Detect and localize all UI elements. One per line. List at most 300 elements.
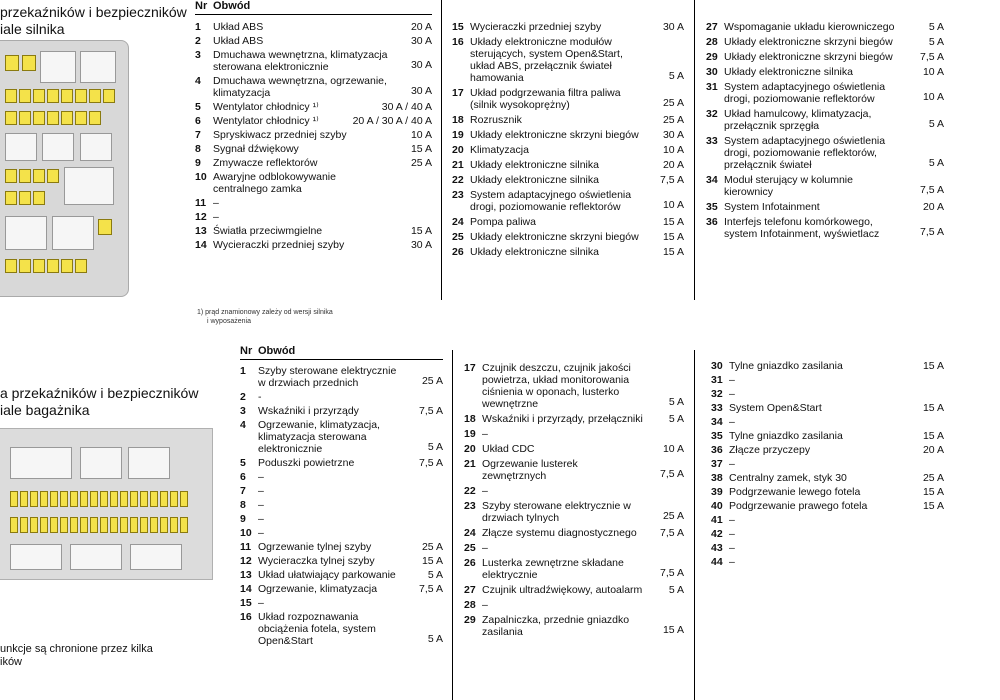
fuse-number: 7 bbox=[195, 129, 201, 141]
fuse-number: 33 bbox=[711, 402, 723, 414]
fuse-row bbox=[711, 373, 944, 387]
trunk-caption-line2: iale bagażnika bbox=[0, 402, 90, 418]
fuse-amperage: 7,5 A bbox=[920, 184, 944, 196]
fuse-description: Zapalniczka, przednie gniazdko zasilania bbox=[482, 614, 630, 638]
fuse-number: 40 bbox=[711, 500, 723, 512]
fuse-number: 26 bbox=[464, 557, 476, 569]
fuse-row bbox=[711, 457, 944, 471]
fuse-amperage: 25 A bbox=[662, 510, 684, 522]
fuse-number: 42 bbox=[711, 528, 723, 540]
fuse-row bbox=[464, 499, 684, 525]
engine-caption-line2: iale silnika bbox=[0, 21, 65, 37]
fuse-description: System adaptacyjnego oświetlenia drogi, poziomowanie reflektorów bbox=[724, 81, 886, 105]
fuse-row bbox=[706, 173, 944, 199]
fuse-row bbox=[195, 34, 432, 48]
fuse-row bbox=[706, 200, 944, 214]
fuse-amperage: 25 A bbox=[662, 114, 684, 126]
fuse-row bbox=[706, 50, 944, 64]
fuse-row bbox=[452, 113, 684, 127]
fuse-amperage: 5 A bbox=[668, 396, 684, 408]
fuse-description: Interfejs telefonu komórkowego, system Infotainment, wyświetlacz bbox=[724, 216, 880, 240]
fuse-row bbox=[452, 230, 684, 244]
fuse-amperage: 7,5 A bbox=[660, 527, 684, 539]
fuse-description: Rozrusznik bbox=[470, 114, 522, 126]
fuse-amperage: 7,5 A bbox=[920, 226, 944, 238]
fuse-row bbox=[452, 20, 684, 34]
fuse-amperage: 5 A bbox=[668, 413, 684, 425]
fuse-row bbox=[240, 610, 443, 648]
fuse-description: – bbox=[729, 458, 735, 470]
fuse-description: Wskaźniki i przyrządy, przełączniki bbox=[482, 413, 643, 425]
fuse-number: 9 bbox=[240, 513, 246, 525]
engine-table-col1 bbox=[195, 0, 432, 252]
fuse-amperage: 15 A bbox=[922, 402, 944, 414]
fuse-amperage: 30 A bbox=[662, 129, 684, 141]
fuse-number: 16 bbox=[240, 611, 252, 623]
fuse-row bbox=[452, 245, 684, 259]
fuse-amperage: 15 A bbox=[421, 555, 443, 567]
fuse-number: 30 bbox=[711, 360, 723, 372]
fuse-description: Wycieraczka tylnej szyby bbox=[258, 555, 375, 567]
fuse-description: Układ ABS bbox=[213, 21, 264, 33]
fuse-amperage: 30 A bbox=[410, 85, 432, 97]
fuse-number: 25 bbox=[464, 542, 476, 554]
fuse-row bbox=[452, 86, 684, 112]
fuse-row bbox=[711, 485, 944, 499]
fuse-row bbox=[195, 196, 432, 210]
fuse-number: 5 bbox=[240, 457, 246, 469]
fuse-number: 28 bbox=[464, 599, 476, 611]
trunk-note bbox=[0, 643, 153, 669]
fuse-number: 29 bbox=[464, 614, 476, 626]
fuse-row bbox=[711, 443, 944, 457]
fuse-description: Lusterka zewnętrzne składane elektrycznie bbox=[482, 557, 624, 581]
fuse-number: 27 bbox=[464, 584, 476, 596]
fuse-description: – bbox=[213, 197, 219, 209]
fuse-description: – bbox=[482, 428, 488, 440]
fuse-row bbox=[464, 412, 684, 426]
fuse-number: 16 bbox=[452, 36, 464, 48]
fuse-number: 22 bbox=[452, 174, 464, 186]
fuse-row bbox=[711, 513, 944, 527]
fuse-description: Tylne gniazdko zasilania bbox=[729, 360, 843, 372]
fuse-number: 9 bbox=[195, 157, 201, 169]
fuse-description: Złącze systemu diagnostycznego bbox=[482, 527, 637, 539]
fuse-description: Układ rozpoznawania obciążenia fotela, system Open&Start bbox=[258, 611, 376, 647]
fuse-amperage: 20 A / 30 A / 40 A bbox=[352, 115, 432, 127]
header-nr: Nr bbox=[240, 345, 253, 357]
fuse-number: 34 bbox=[706, 174, 718, 186]
fuse-number: 23 bbox=[464, 500, 476, 512]
fuse-amperage: 5 A bbox=[668, 584, 684, 596]
fuse-number: 14 bbox=[240, 583, 252, 595]
fuse-number: 36 bbox=[711, 444, 723, 456]
fuse-amperage: 5 A bbox=[928, 157, 944, 169]
fuse-row bbox=[452, 188, 684, 214]
fuse-description: Wentylator chłodnicy ¹⁾ bbox=[213, 115, 319, 127]
fuse-description: – bbox=[729, 528, 735, 540]
engine-fuse-box-diagram bbox=[0, 40, 129, 297]
fuse-description: Podgrzewanie prawego fotela bbox=[729, 500, 868, 512]
fuse-row bbox=[452, 143, 684, 157]
trunk-table-col1 bbox=[240, 345, 443, 648]
fuse-row bbox=[452, 215, 684, 229]
fuse-row bbox=[195, 238, 432, 252]
fuse-number: 38 bbox=[711, 472, 723, 484]
fuse-description: Szyby sterowane elektrycznie w drzwiach przednich bbox=[258, 365, 397, 389]
fuse-number: 8 bbox=[195, 143, 201, 155]
fuse-row bbox=[240, 456, 443, 470]
fuse-number: 11 bbox=[195, 197, 207, 209]
fuse-description: Układy elektroniczne skrzyni biegów bbox=[724, 51, 893, 63]
fuse-row bbox=[706, 134, 944, 172]
fuse-row bbox=[464, 613, 684, 639]
fuse-number: 24 bbox=[452, 216, 464, 228]
fuse-description: Światła przeciwmgielne bbox=[213, 225, 323, 237]
fuse-number: 43 bbox=[711, 542, 723, 554]
fuse-description: System adaptacyjnego oświetlenia drogi, poziomowanie reflektorów bbox=[470, 189, 632, 213]
fuse-number: 34 bbox=[711, 416, 723, 428]
fuse-number: 36 bbox=[706, 216, 718, 228]
fuse-description: – bbox=[258, 597, 264, 609]
fuse-row bbox=[464, 583, 684, 597]
fuse-row bbox=[706, 65, 944, 79]
fuse-description: Układ ABS bbox=[213, 35, 264, 47]
fuse-amperage: 15 A bbox=[922, 486, 944, 498]
fuse-description: – bbox=[258, 485, 264, 497]
fuse-amperage: 25 A bbox=[410, 157, 432, 169]
fuse-number: 29 bbox=[706, 51, 718, 63]
fuse-row bbox=[706, 107, 944, 133]
fuse-row bbox=[464, 598, 684, 612]
fuse-row bbox=[240, 554, 443, 568]
fuse-description: – bbox=[729, 542, 735, 554]
fuse-amperage: 10 A bbox=[662, 199, 684, 211]
fuse-row bbox=[240, 582, 443, 596]
fuse-number: 13 bbox=[240, 569, 252, 581]
fuse-row bbox=[464, 457, 684, 483]
fuse-description: Układ ułatwiający parkowanie bbox=[258, 569, 396, 581]
fuse-row bbox=[711, 527, 944, 541]
fuse-row bbox=[240, 484, 443, 498]
fuse-number: 10 bbox=[240, 527, 252, 539]
fuse-row bbox=[240, 404, 443, 418]
fuse-description: – bbox=[482, 542, 488, 554]
engine-footnote-line2: i wyposażenia bbox=[207, 318, 251, 325]
fuse-number: 10 bbox=[195, 171, 207, 183]
fuse-amperage: 15 A bbox=[922, 500, 944, 512]
fuse-amperage: 25 A bbox=[922, 472, 944, 484]
fuse-row bbox=[706, 80, 944, 106]
fuse-number: 32 bbox=[711, 388, 723, 400]
fuse-amperage: 7,5 A bbox=[660, 468, 684, 480]
fuse-row bbox=[706, 20, 944, 34]
fuse-description: – bbox=[213, 211, 219, 223]
fuse-number: 19 bbox=[464, 428, 476, 440]
fuse-number: 4 bbox=[195, 75, 201, 87]
fuse-description: – bbox=[482, 485, 488, 497]
fuse-row bbox=[452, 173, 684, 187]
fuse-amperage: 25 A bbox=[421, 375, 443, 387]
fuse-number: 4 bbox=[240, 419, 246, 431]
fuse-amperage: 20 A bbox=[662, 159, 684, 171]
fuse-row bbox=[452, 158, 684, 172]
fuse-row bbox=[240, 568, 443, 582]
fuse-row bbox=[711, 471, 944, 485]
fuse-row bbox=[464, 427, 684, 441]
fuse-description: Szyby sterowane elektrycznie w drzwiach tylnych bbox=[482, 500, 631, 524]
fuse-amperage: 15 A bbox=[662, 624, 684, 636]
fuse-row bbox=[711, 555, 944, 569]
fuse-description: - bbox=[258, 391, 262, 403]
fuse-number: 30 bbox=[706, 66, 718, 78]
fuse-row bbox=[195, 100, 432, 114]
fuse-number: 18 bbox=[464, 413, 476, 425]
header-obwod: Obwód bbox=[213, 0, 251, 12]
fuse-description: Ogrzewanie, klimatyzacja bbox=[258, 583, 378, 595]
header-nr: Nr bbox=[195, 0, 208, 12]
engine-table-col2 bbox=[452, 0, 684, 260]
fuse-amperage: 5 A bbox=[928, 36, 944, 48]
fuse-amperage: 25 A bbox=[421, 541, 443, 553]
fuse-number: 22 bbox=[464, 485, 476, 497]
fuse-description: – bbox=[729, 416, 735, 428]
fuse-row bbox=[195, 20, 432, 34]
fuse-amperage: 7,5 A bbox=[419, 583, 443, 595]
fuse-amperage: 5 A bbox=[427, 633, 443, 645]
fuse-number: 24 bbox=[464, 527, 476, 539]
header-obwod: Obwód bbox=[258, 345, 296, 357]
fuse-row bbox=[464, 442, 684, 456]
fuse-number: 20 bbox=[464, 443, 476, 455]
fuse-number: 1 bbox=[195, 21, 201, 33]
fuse-number: 3 bbox=[240, 405, 246, 417]
fuse-amperage: 30 A bbox=[410, 239, 432, 251]
fuse-amperage: 30 A bbox=[662, 21, 684, 33]
fuse-description: Dmuchawa wewnętrzna, klimatyzacja sterowana elektronicznie bbox=[213, 49, 388, 73]
fuse-number: 8 bbox=[240, 499, 246, 511]
fuse-number: 27 bbox=[706, 21, 718, 33]
fuse-amperage: 30 A bbox=[410, 35, 432, 47]
fuse-number: 41 bbox=[711, 514, 723, 526]
engine-footnote-line1: 1) prąd znamionowy zależy od wersji silnika bbox=[197, 309, 333, 316]
fuse-amperage: 5 A bbox=[427, 441, 443, 453]
fuse-description: Układ CDC bbox=[482, 443, 535, 455]
fuse-description: – bbox=[258, 527, 264, 539]
fuse-row bbox=[195, 48, 432, 74]
fuse-description: Układy elektroniczne silnika bbox=[724, 66, 853, 78]
fuse-description: Czujnik ultradźwiękowy, autoalarm bbox=[482, 584, 643, 596]
fuse-description: Centralny zamek, styk 30 bbox=[729, 472, 847, 484]
fuse-amperage: 7,5 A bbox=[419, 457, 443, 469]
fuse-description: Spryskiwacz przedniej szyby bbox=[213, 129, 347, 141]
fuse-number: 39 bbox=[711, 486, 723, 498]
engine-table-col3 bbox=[706, 0, 944, 242]
fuse-row bbox=[195, 170, 432, 196]
fuse-description: Pompa paliwa bbox=[470, 216, 536, 228]
fuse-number: 31 bbox=[706, 81, 718, 93]
fuse-description: Układy elektroniczne silnika bbox=[470, 159, 599, 171]
fuse-description: Układy elektroniczne modułów sterujących, system Open&Start, układ ABS, przełącznik świateł hamowania bbox=[470, 36, 623, 84]
fuse-number: 12 bbox=[195, 211, 207, 223]
fuse-number: 12 bbox=[240, 555, 252, 567]
fuse-description: Układ hamulcowy, klimatyzacja, przełącznik sprzęgła bbox=[724, 108, 872, 132]
divider bbox=[441, 0, 442, 300]
fuse-description: Klimatyzacja bbox=[470, 144, 529, 156]
engine-caption-line1: przekaźników i bezpieczników bbox=[0, 4, 187, 20]
fuse-description: Wycieraczki przedniej szyby bbox=[470, 21, 602, 33]
trunk-fuse-box-diagram bbox=[0, 428, 213, 580]
fuse-amperage: 10 A bbox=[410, 129, 432, 141]
fuse-amperage: 10 A bbox=[662, 144, 684, 156]
fuse-description: – bbox=[729, 374, 735, 386]
fuse-number: 26 bbox=[452, 246, 464, 258]
fuse-number: 33 bbox=[706, 135, 718, 147]
fuse-row bbox=[195, 210, 432, 224]
trunk-note-line1: unkcje są chronione przez kilka bbox=[0, 643, 153, 655]
fuse-amperage: 15 A bbox=[922, 430, 944, 442]
fuse-description: – bbox=[729, 388, 735, 400]
fuse-row bbox=[240, 498, 443, 512]
trunk-table-header bbox=[240, 345, 443, 360]
fuse-description: Wspomaganie układu kierowniczego bbox=[724, 21, 895, 33]
fuse-number: 19 bbox=[452, 129, 464, 141]
fuse-number: 17 bbox=[452, 87, 464, 99]
trunk-table-col3 bbox=[711, 359, 944, 569]
fuse-description: – bbox=[258, 513, 264, 525]
fuse-row bbox=[711, 415, 944, 429]
fuse-amperage: 7,5 A bbox=[660, 567, 684, 579]
fuse-amperage: 10 A bbox=[662, 443, 684, 455]
fuse-description: – bbox=[258, 471, 264, 483]
fuse-description: Czujnik deszczu, czujnik jakości powietrza, układ monitorowania ciśnienia w oponach, lusterko wewnętrzne bbox=[482, 362, 631, 410]
fuse-description: – bbox=[729, 514, 735, 526]
fuse-row bbox=[195, 114, 432, 128]
fuse-number: 2 bbox=[240, 391, 246, 403]
fuse-amperage: 5 A bbox=[668, 70, 684, 82]
fuse-description: Sygnał dźwiękowy bbox=[213, 143, 299, 155]
fuse-description: – bbox=[482, 599, 488, 611]
fuse-description: Poduszki powietrzne bbox=[258, 457, 355, 469]
divider bbox=[694, 0, 695, 300]
fuse-amperage: 15 A bbox=[662, 246, 684, 258]
fuse-row bbox=[711, 429, 944, 443]
engine-footnote bbox=[197, 308, 333, 326]
fuse-number: 18 bbox=[452, 114, 464, 126]
fuse-number: 35 bbox=[706, 201, 718, 213]
fuse-row bbox=[706, 35, 944, 49]
fuse-number: 6 bbox=[240, 471, 246, 483]
fuse-amperage: 20 A bbox=[922, 201, 944, 213]
fuse-amperage: 7,5 A bbox=[660, 174, 684, 186]
fuse-amperage: 5 A bbox=[928, 118, 944, 130]
fuse-number: 31 bbox=[711, 374, 723, 386]
fuse-row bbox=[706, 215, 944, 241]
fuse-number: 3 bbox=[195, 49, 201, 61]
fuse-row bbox=[464, 526, 684, 540]
fuse-amperage: 15 A bbox=[662, 231, 684, 243]
fuse-number: 7 bbox=[240, 485, 246, 497]
fuse-amperage: 7,5 A bbox=[419, 405, 443, 417]
fuse-description: Podgrzewanie lewego fotela bbox=[729, 486, 861, 498]
fuse-row bbox=[711, 401, 944, 415]
fuse-row bbox=[452, 35, 684, 85]
fuse-number: 5 bbox=[195, 101, 201, 113]
trunk-caption-line1: a przekaźników i bezpieczników bbox=[0, 385, 199, 401]
fuse-description: Wskaźniki i przyrządy bbox=[258, 405, 359, 417]
trunk-table-col2 bbox=[464, 361, 684, 640]
trunk-note-line2: ików bbox=[0, 656, 23, 668]
fuse-row bbox=[240, 364, 443, 390]
fuse-amperage: 15 A bbox=[662, 216, 684, 228]
fuse-description: Ogrzewanie tylnej szyby bbox=[258, 541, 372, 553]
fuse-description: Ogrzewanie, klimatyzacja, klimatyzacja sterowana elektronicznie bbox=[258, 419, 380, 455]
fuse-number: 32 bbox=[706, 108, 718, 120]
fuse-number: 14 bbox=[195, 239, 207, 251]
fuse-row bbox=[711, 359, 944, 373]
fuse-number: 15 bbox=[240, 597, 252, 609]
fuse-description: Tylne gniazdko zasilania bbox=[729, 430, 843, 442]
fuse-row bbox=[452, 128, 684, 142]
fuse-description: – bbox=[729, 556, 735, 568]
fuse-description: Układy elektroniczne skrzyni biegów bbox=[470, 231, 639, 243]
fuse-row bbox=[195, 224, 432, 238]
fuse-number: 11 bbox=[240, 541, 252, 553]
fuse-row bbox=[464, 541, 684, 555]
fuse-number: 20 bbox=[452, 144, 464, 156]
divider bbox=[452, 350, 453, 700]
fuse-row bbox=[711, 499, 944, 513]
fuse-number: 15 bbox=[452, 21, 464, 33]
fuse-amperage: 25 A bbox=[662, 97, 684, 109]
fuse-number: 23 bbox=[452, 189, 464, 201]
fuse-amperage: 15 A bbox=[922, 360, 944, 372]
fuse-description: Ogrzewanie lusterek zewnętrznych bbox=[482, 458, 578, 482]
fuse-row bbox=[195, 156, 432, 170]
fuse-number: 2 bbox=[195, 35, 201, 47]
fuse-number: 1 bbox=[240, 365, 246, 377]
fuse-row bbox=[711, 541, 944, 555]
fuse-description: Złącze przyczepy bbox=[729, 444, 811, 456]
fuse-description: Układy elektroniczne skrzyni biegów bbox=[470, 129, 639, 141]
fuse-number: 13 bbox=[195, 225, 207, 237]
fuse-row bbox=[240, 526, 443, 540]
fuse-row bbox=[240, 418, 443, 456]
fuse-number: 21 bbox=[464, 458, 476, 470]
fuse-description: System Open&Start bbox=[729, 402, 822, 414]
fuse-description: Układy elektroniczne skrzyni biegów bbox=[724, 36, 893, 48]
engine-caption bbox=[0, 4, 187, 38]
fuse-row bbox=[195, 128, 432, 142]
fuse-row bbox=[464, 484, 684, 498]
divider bbox=[694, 350, 695, 700]
fuse-description: Moduł sterujący w kolumnie kierownicy bbox=[724, 174, 853, 198]
fuse-amperage: 7,5 A bbox=[920, 51, 944, 63]
fuse-row bbox=[240, 596, 443, 610]
fuse-number: 17 bbox=[464, 362, 476, 374]
fuse-row bbox=[711, 387, 944, 401]
fuse-description: Wentylator chłodnicy ¹⁾ bbox=[213, 101, 319, 113]
fuse-amperage: 5 A bbox=[427, 569, 443, 581]
fuse-description: Wycieraczki przedniej szyby bbox=[213, 239, 345, 251]
fuse-amperage: 15 A bbox=[410, 225, 432, 237]
fuse-row bbox=[240, 540, 443, 554]
fuse-row bbox=[195, 74, 432, 100]
fuse-description: Układy elektroniczne silnika bbox=[470, 246, 599, 258]
fuse-number: 28 bbox=[706, 36, 718, 48]
fuse-amperage: 10 A bbox=[922, 66, 944, 78]
fuse-number: 35 bbox=[711, 430, 723, 442]
